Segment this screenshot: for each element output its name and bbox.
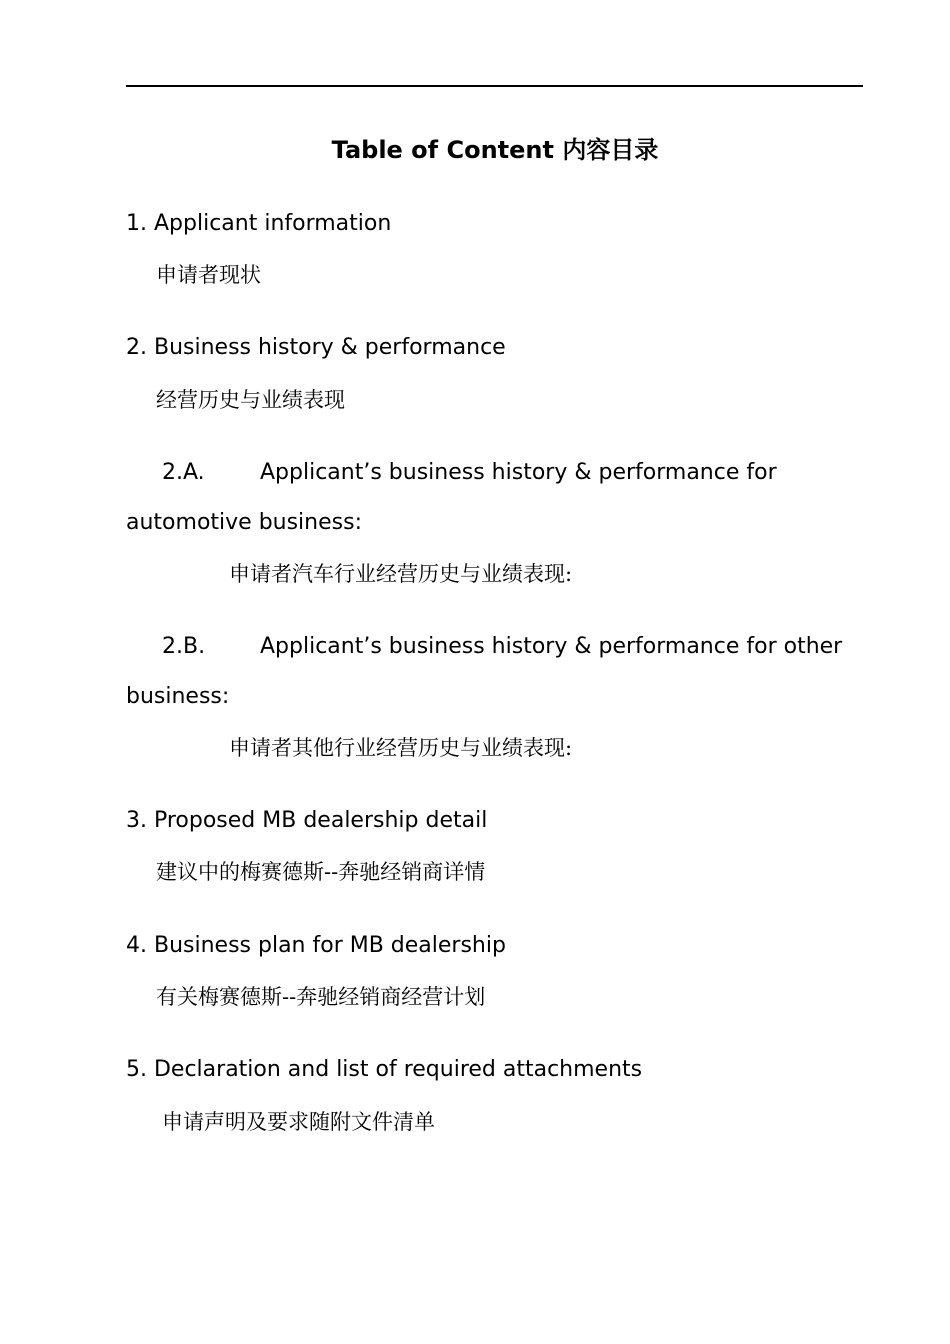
toc-item-2a-en-line2: automotive business: xyxy=(126,510,362,535)
toc-item-5-zh: 申请声明及要求随附文件清单 xyxy=(162,1110,435,1134)
toc-item-2b-number: 2.B. xyxy=(162,634,206,659)
toc-item-1-zh: 申请者现状 xyxy=(156,263,261,287)
toc-item-4-en: 4. Business plan for MB dealership xyxy=(126,933,506,958)
toc-item-2b-zh: 申请者其他行业经营历史与业绩表现: xyxy=(229,736,573,760)
toc-item-2-en: 2. Business history & performance xyxy=(126,335,506,360)
header-rule xyxy=(126,85,863,87)
toc-item-2a-number: 2.A. xyxy=(162,460,205,485)
toc-item-5-en: 5. Declaration and list of required attachments xyxy=(126,1057,643,1082)
toc-item-2a-zh: 申请者汽车行业经营历史与业绩表现: xyxy=(229,562,573,586)
toc-item-3-zh: 建议中的梅赛德斯--奔驰经销商详情 xyxy=(156,860,486,884)
page-title-zh: 内容目录 xyxy=(562,136,659,164)
toc-item-4-zh: 有关梅赛德斯--奔驰经销商经营计划 xyxy=(156,985,486,1009)
toc-item-1-en: 1. Applicant information xyxy=(126,211,392,236)
page-title-en: Table of Content xyxy=(331,136,554,164)
page-title xyxy=(0,136,950,164)
toc-item-2a-en-line1: Applicant’s business history & performance for xyxy=(260,460,777,485)
toc-item-2b-en-line2: business: xyxy=(126,684,230,709)
toc-item-2-zh: 经营历史与业绩表现 xyxy=(156,388,345,412)
toc-item-2b-en-line1: Applicant’s business history & performance for other xyxy=(260,634,843,659)
toc-item-3-en: 3. Proposed MB dealership detail xyxy=(126,808,488,833)
